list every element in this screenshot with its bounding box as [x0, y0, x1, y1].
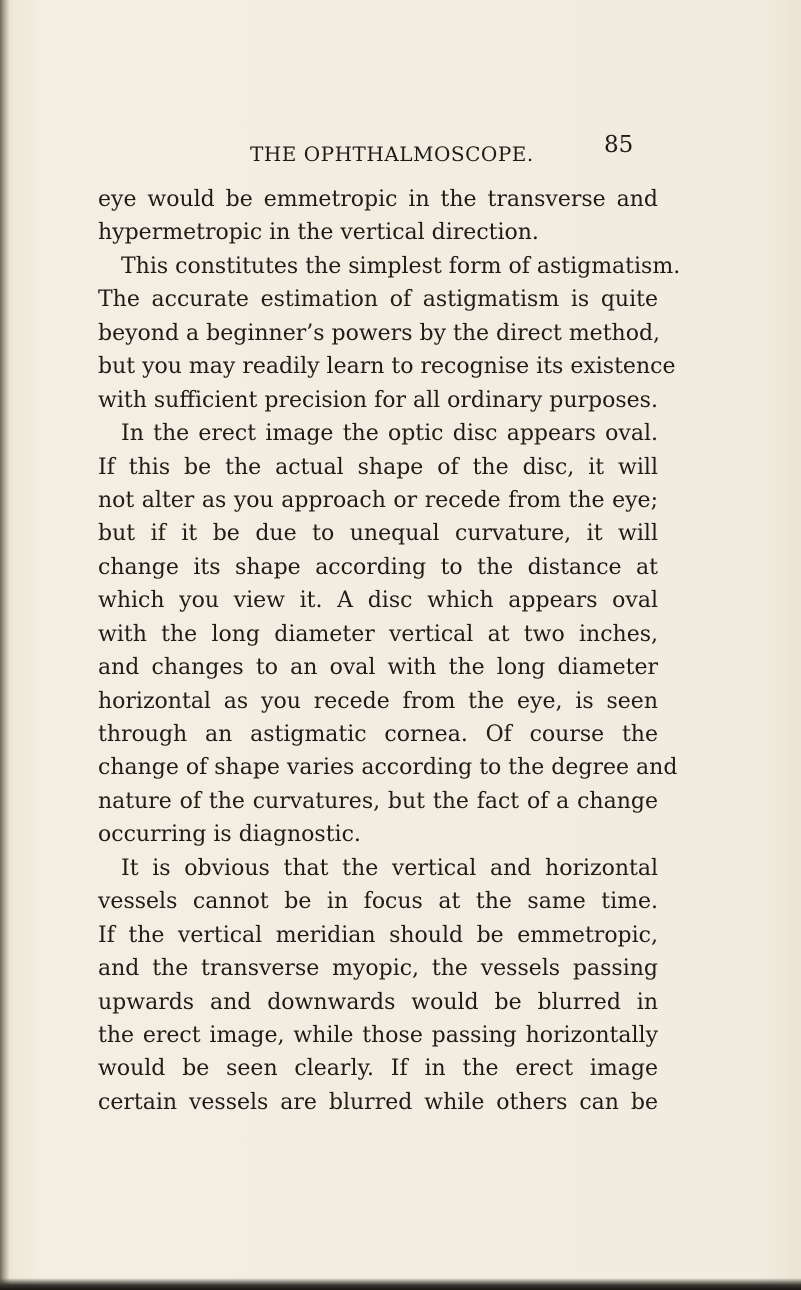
running-title: THE OPHTHALMOSCOPE.	[250, 142, 534, 166]
text-line: horizontal as you recede from the eye, is seen	[98, 688, 658, 714]
text-line: certain vessels are blurred while others can be	[98, 1089, 658, 1115]
text-line: would be seen clearly. If in the erect image	[98, 1056, 658, 1082]
text-line: change its shape according to the distance at	[98, 554, 658, 580]
text-line: and the transverse myopic, the vessels passing	[98, 956, 658, 982]
text-line: through an astigmatic cornea. Of course the	[98, 722, 658, 747]
page-binding-shadow	[0, 0, 9, 1290]
text-line: and changes to an oval with the long diameter	[98, 655, 658, 681]
text-line: hypermetropic in the vertical direction.	[98, 220, 539, 246]
text-line: vessels cannot be in focus at the same time.	[98, 889, 658, 915]
text-line: If the vertical meridian should be emmetropic,	[98, 922, 658, 948]
running-header	[180, 130, 634, 174]
body-text	[98, 183, 681, 1119]
text-line: In the erect image the optic disc appears oval.	[121, 421, 658, 447]
text-line: which you view it. A disc which appears oval	[98, 588, 658, 614]
text-line: occurring is diagnostic.	[98, 822, 361, 848]
text-line: upwards and downwards would be blurred in	[98, 989, 658, 1015]
text-line: with the long diameter vertical at two inches,	[98, 621, 658, 647]
text-line: nature of the curvatures, but the fact of a change	[98, 788, 658, 814]
text-line: but you may readily learn to recognise its existence	[98, 354, 676, 380]
text-line: the erect image, while those passing horizontally	[98, 1022, 658, 1048]
text-line: It is obvious that the vertical and horizontal	[121, 855, 658, 881]
text-line: with sufficient precision for all ordinary purposes.	[98, 387, 658, 413]
text-line: not alter as you approach or recede from the eye;	[98, 487, 658, 513]
text-line: The accurate estimation of astigmatism is quite	[98, 287, 658, 313]
text-line: This constitutes the simplest form of astigmatism.	[121, 253, 681, 279]
text-line: eye would be emmetropic in the transverse and	[98, 187, 658, 212]
text-line: change of shape varies according to the degree and	[98, 755, 678, 781]
text-line: beyond a beginner’s powers by the direct method,	[98, 320, 661, 346]
text-line: If this be the actual shape of the disc, it will	[98, 454, 658, 480]
page-bottom-edge	[0, 1278, 801, 1290]
page-number: 85	[604, 132, 634, 158]
text-line: but if it be due to unequal curvature, it will	[98, 521, 658, 547]
